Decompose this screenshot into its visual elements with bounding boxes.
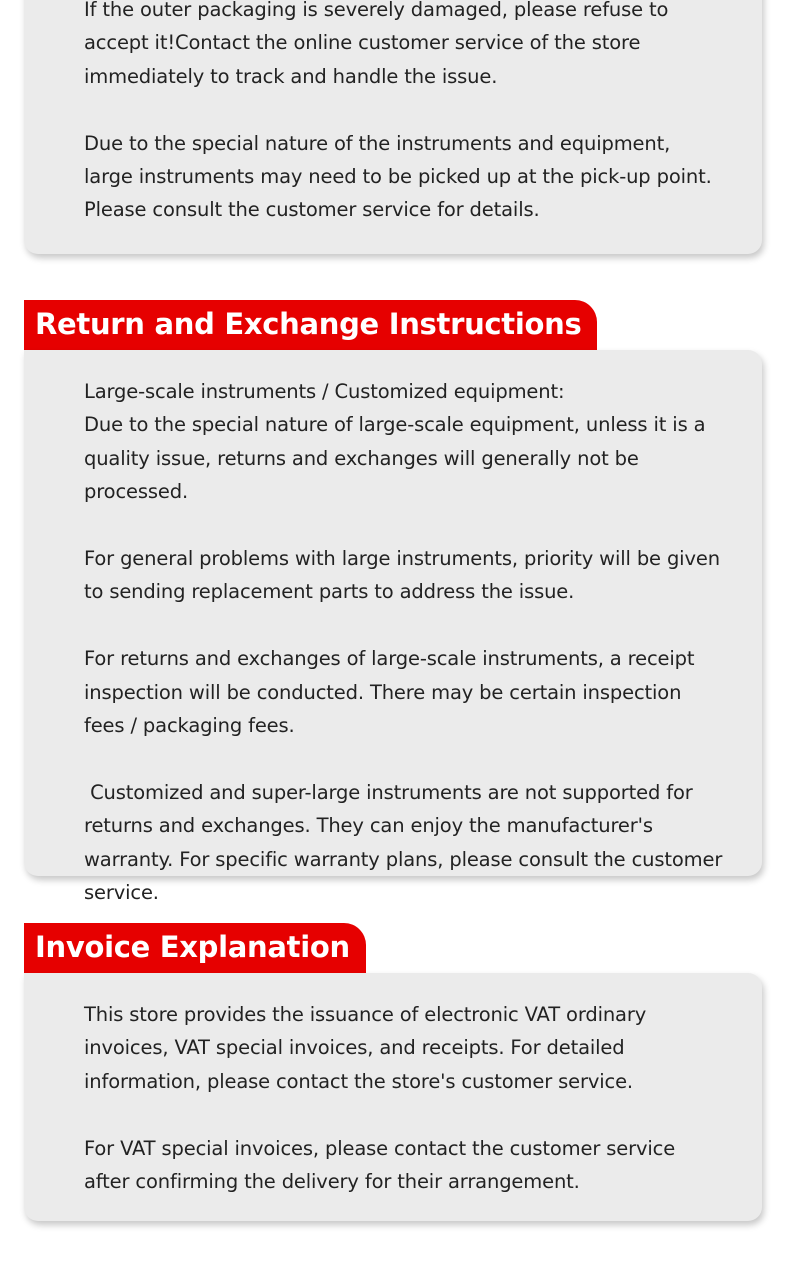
return-exchange-text xyxy=(84,375,729,909)
shipping-notes-text xyxy=(84,0,724,227)
return-exchange-title: Return and Exchange Instructions xyxy=(35,307,582,341)
inspection-fees-paragraph: For returns and exchanges of large-scale instruments, a receipt inspection will be conducted. There may be certain inspection fees / packaging fees. xyxy=(84,647,701,738)
invoice-card xyxy=(24,973,762,1221)
no-returns-paragraph: Due to the special nature of large-scale equipment, unless it is a quality issue, returns and exchanges will generally not be processed. xyxy=(84,413,712,504)
replacement-parts-paragraph: For general problems with large instruments, priority will be given to sending replacement parts to address the issue. xyxy=(84,547,726,604)
return-exchange-title-tab xyxy=(24,300,597,350)
invoice-title: Invoice Explanation xyxy=(35,930,350,964)
invoice-types-paragraph: This store provides the issuance of electronic VAT ordinary invoices, VAT special invoices, and receipts. For detailed information, please contact the store's customer service. xyxy=(84,1003,653,1093)
damaged-packaging-paragraph: If the outer packaging is severely damaged, please refuse to accept it!Contact the online customer service of the store immediately to track and handle the issue. xyxy=(84,0,675,88)
vat-special-paragraph: For VAT special invoices, please contact the customer service after confirming the delivery for their arrangement. xyxy=(84,1136,682,1194)
shipping-notes-card xyxy=(24,0,762,254)
pickup-point-paragraph: Due to the special nature of the instruments and equipment, large instruments may need to be picked up at the pick-up point. Please consult the customer service for details. xyxy=(84,131,718,222)
invoice-text xyxy=(84,998,724,1198)
invoice-title-tab xyxy=(24,923,366,973)
large-scale-heading-line: Large-scale instruments / Customized equipment: xyxy=(84,380,565,403)
warranty-paragraph: Customized and super-large instruments are not supported for returns and exchanges. They can enjoy the manufacturer's warranty. For specific warranty plans, please consult the customer service. xyxy=(84,780,729,905)
return-exchange-card xyxy=(24,350,762,905)
